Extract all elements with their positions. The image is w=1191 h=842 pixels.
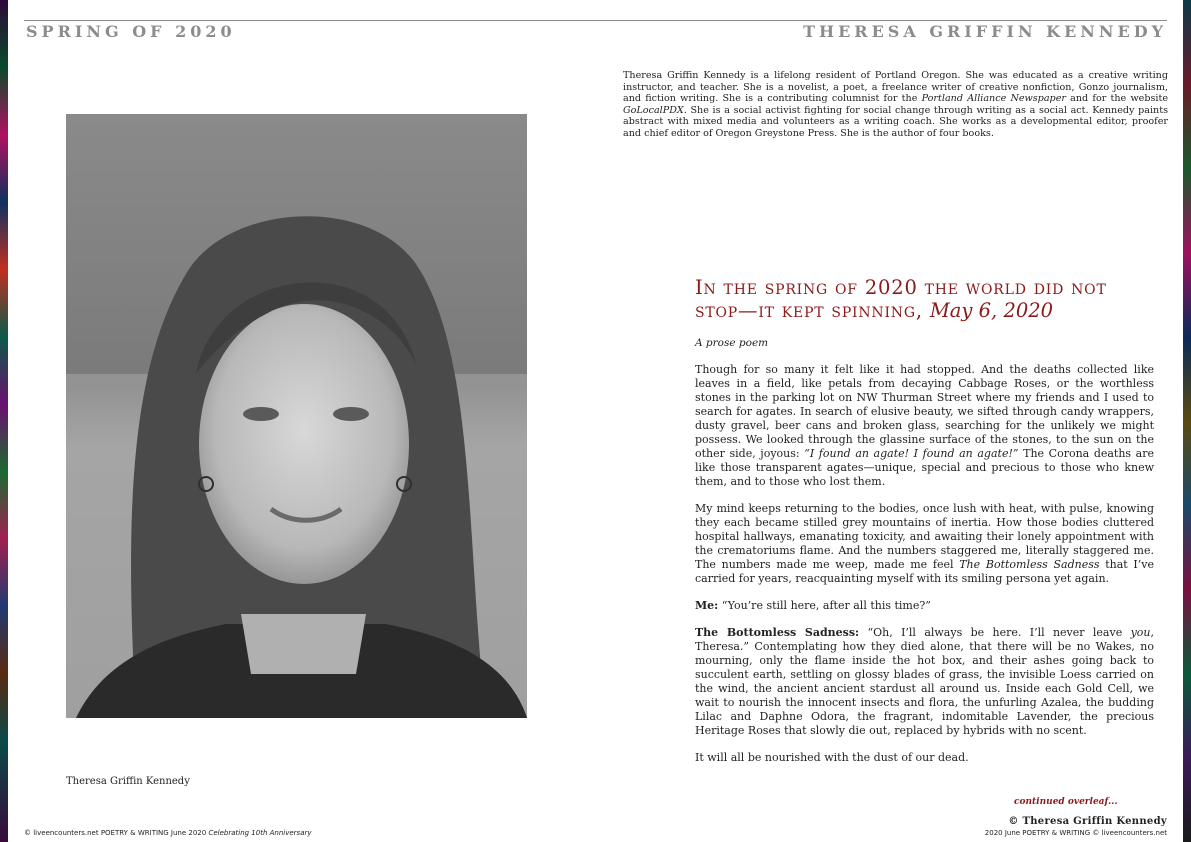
- dialogue-line: Me: “You’re still here, after all this time?”: [695, 599, 931, 612]
- footer-left: © liveencounters.net POETRY & WRITING June 2020 Celebrating 10th Anniversary: [24, 829, 312, 837]
- dialogue-line: The Bottomless Sadness: “Oh, I’ll always be here. I’ll never leave you, Theresa.” Contemplating how they died alone, that there will be no Wakes, no mourning, only the flame inside the hot box, and their ashes going back to succulent earth, settling on glossy blades of grass, the invisible Loess carried on the wind, the ancient ancient stardust all around us. Inside each Gold Cell, we wait to nourish the innocent insects and flora, the unfurling Azalea, the budding Lilac and Daphne Odora, the fragrant, indomitable Lavender, the precious Heritage Roses that slowly die out, replaced by hybrids with no scent.: [695, 626, 1154, 737]
- footer-right: 2020 June POETRY & WRITING © liveencounters.net: [984, 829, 1167, 837]
- emphasis: The Bottomless Sadness: [959, 558, 1100, 571]
- paragraph: Though for so many it felt like it had stopped. And the deaths collected like leaves in a field, like petals from decaying Cabbage Roses, or the worthless stones in the parking lot on NW Thurman Street where my friends and I used to search for agates. In search of elusive beauty, we sifted through candy wrappers, dusty gravel, beer cans and broken glass, searching for the unlikely we might possess. We looked through the glassine surface of the stones, to the sun on the other side, joyous: “I found an agate! I found an agate!” The Corona deaths are like those transparent agates—unique, special and precious to those who knew them, and to those who lost them.: [695, 363, 1155, 488]
- header-rule: [24, 20, 1167, 21]
- photo-caption: Theresa Griffin Kennedy: [66, 776, 190, 787]
- right-edge-strip: [1183, 0, 1191, 842]
- paragraph: My mind keeps returning to the bodies, once lush with heat, with pulse, knowing they each became stilled grey mountains of inertia. How those bodies cluttered hospital hallways, emanating toxicity, and awaiting their lonely appointment with the crematoriums flame. And the numbers staggered me, literally staggered me. The numbers made me weep, made me feel The Bottomless Sadness that I’ve carried for years, reacquainting myself with its smiling persona yet again.: [695, 502, 1154, 585]
- continued-link[interactable]: continued overleaf...: [1014, 797, 1118, 807]
- quote: “I found an agate! I found an agate!”: [804, 447, 1019, 460]
- author-portrait: [66, 114, 527, 718]
- article-subtitle: A prose poem: [695, 337, 769, 349]
- copyright-credit: © Theresa Griffin Kennedy: [1008, 816, 1167, 827]
- publication-name: Portland Alliance Newspaper: [921, 93, 1066, 105]
- author-bio: Theresa Griffin Kennedy is a lifelong resident of Portland Oregon. She was educated as a creative writing instructor, and teacher. She is a novelist, a poet, a freelance writer of creative nonfiction, Gonzo journalism, and fiction writing. She is a contributing columnist for the Portland Alliance Newspaper and for the website GoLocalPDX. She is a social activist fighting for social change through writing as a social act. Kennedy paints abstract with mixed media and volunteers as a writing coach. She works as a developmental editor, proofer and chief editor of Oregon Greystone Press. She is the author of four books.: [623, 70, 1168, 139]
- magazine-page: [8, 0, 1183, 842]
- left-edge-strip: [0, 0, 8, 842]
- section-header: SPRING OF 2020: [26, 22, 236, 41]
- emphasis: you: [1130, 626, 1151, 639]
- article-date: May 6, 2020: [929, 299, 1054, 322]
- paragraph: It will all be nourished with the dust of our dead.: [695, 751, 969, 764]
- author-header: THERESA GRIFFIN KENNEDY: [803, 22, 1167, 41]
- article-body: [695, 363, 1154, 778]
- website-name: GoLocalPDX: [623, 104, 684, 116]
- speaker: The Bottomless Sadness:: [695, 626, 860, 639]
- speaker: Me:: [695, 599, 719, 612]
- article-title: In the spring of 2020 the world did not stop—it kept spinning, May 6, 2020: [695, 276, 1107, 322]
